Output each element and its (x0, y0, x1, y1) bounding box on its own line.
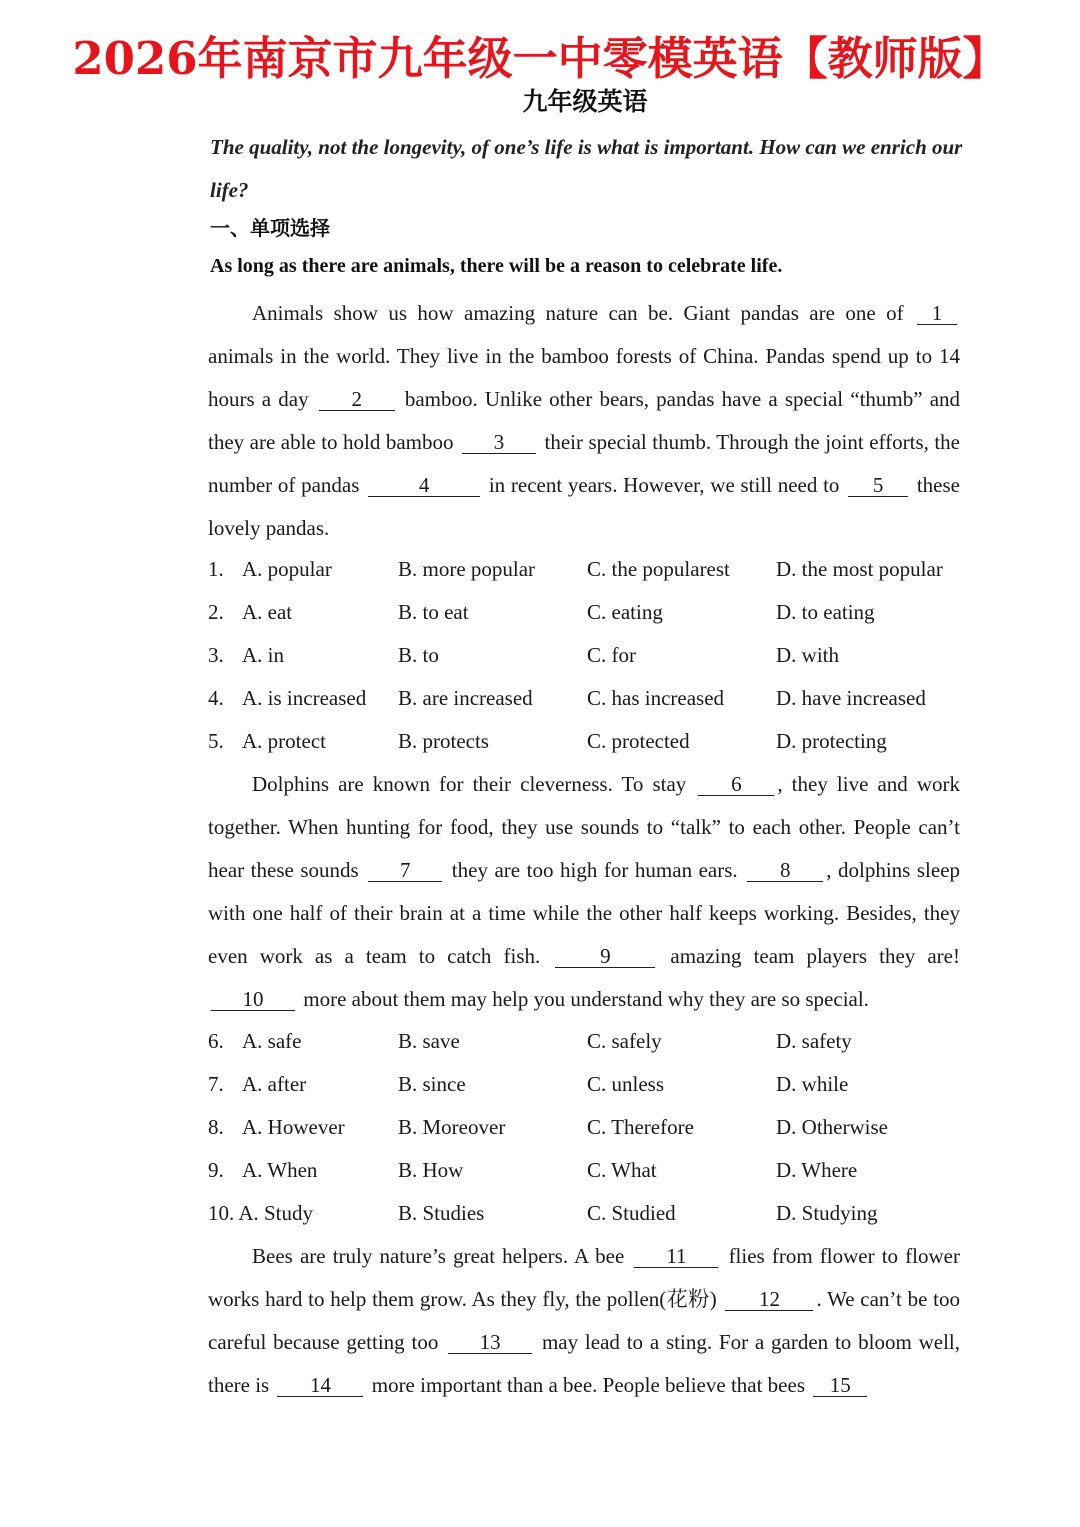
question-row (208, 634, 968, 677)
option-d: D. have increased (776, 686, 926, 710)
option-b: B. protects (398, 729, 489, 753)
option-d: D. safety (776, 1029, 852, 1053)
passage-text: may lead to a sting. For a garden to bloom well, there is (208, 1330, 960, 1397)
document-banner-title: 2026年南京市九年级一中零模英语【教师版】 (72, 32, 1008, 85)
option-a: A. When (242, 1158, 318, 1182)
blank-6: 6 (698, 773, 774, 796)
blank-12: 12 (725, 1288, 813, 1311)
question-number: 3. (208, 643, 224, 667)
question-row (208, 548, 968, 591)
question-number: 6. (208, 1029, 224, 1053)
question-number: 5. (208, 729, 224, 753)
passage-text: . We can’t be too careful because getting too (208, 1287, 961, 1354)
option-a: A. safe (242, 1029, 302, 1053)
question-number: 9. (208, 1158, 224, 1182)
option-b: B. are increased (398, 686, 533, 710)
question-row (208, 591, 968, 634)
option-b: B. How (398, 1158, 464, 1182)
passage-text: Animals show us how amazing nature can be. Giant pandas are one of (252, 301, 904, 325)
option-a: A. protect (242, 729, 326, 753)
question-number: 1. (208, 557, 224, 581)
option-b: B. Moreover (398, 1115, 506, 1139)
option-c: C. safely (587, 1029, 662, 1053)
option-d: D. the most popular (776, 557, 943, 581)
option-c: C. protected (587, 729, 690, 753)
option-d: D. to eating (776, 600, 875, 624)
question-row (208, 1192, 968, 1235)
blank-4: 4 (368, 474, 480, 497)
passage-text: they are too high for human ears. (451, 858, 738, 882)
option-a: A. after (242, 1072, 307, 1096)
option-d: D. with (776, 643, 839, 667)
passage-text: their special thumb. Through the joint efforts, the number of pandas (208, 430, 961, 497)
option-a: A. However (242, 1115, 345, 1139)
intro-sentence: As long as there are animals, there will be a reason to celebrate life. (210, 255, 783, 277)
option-b: B. more popular (398, 557, 536, 581)
motto-text: The quality, not the longevity, of one’s life is what is important. How can we enrich our life? (210, 135, 963, 202)
question-number: 4. (208, 686, 224, 710)
blank-10: 10 (211, 988, 295, 1011)
question-row (208, 1106, 968, 1149)
section-heading: 一、单项选择 (210, 216, 330, 240)
option-c: C. the popularest (587, 557, 730, 581)
blank-13: 13 (448, 1331, 532, 1354)
blank-3: 3 (462, 431, 536, 454)
option-d: D. Otherwise (776, 1115, 888, 1139)
passage-text: more important than a bee. People believe that bees (371, 1373, 805, 1397)
passage-text: flies from flower to flower works hard to help them grow. As they fly, the pollen(花粉) (208, 1244, 960, 1311)
passage-text: bamboo. Unlike other bears, pandas have a special “thumb” and they are able to hold bamboo (208, 387, 961, 454)
option-d: D. Where (776, 1158, 858, 1182)
blank-5: 5 (848, 474, 908, 497)
blank-7: 7 (368, 859, 442, 882)
option-b: B. Studies (398, 1201, 485, 1225)
blank-2: 2 (319, 388, 395, 411)
option-a: A. eat (242, 600, 293, 624)
blank-9: 9 (555, 945, 655, 968)
blank-15: 15 (813, 1374, 867, 1397)
blank-11: 11 (634, 1245, 718, 1268)
question-row (208, 1063, 968, 1106)
blank-8: 8 (747, 859, 823, 882)
option-a: A. in (242, 643, 284, 667)
option-c: C. Therefore (587, 1115, 694, 1139)
question-row (208, 1149, 968, 1192)
question-number: 8. (208, 1115, 224, 1139)
option-b: B. to (398, 643, 439, 667)
option-c: C. for (587, 643, 636, 667)
option-a: A. popular (242, 557, 332, 581)
passage-text: these lovely pandas. (208, 473, 960, 540)
question-row (208, 720, 968, 763)
option-d: D. while (776, 1072, 849, 1096)
passage-bees (208, 1235, 960, 1407)
option-b: B. save (398, 1029, 460, 1053)
option-b: B. since (398, 1072, 466, 1096)
question-row (208, 677, 968, 720)
option-a: 10. A. Study (208, 1201, 314, 1225)
option-a: A. is increased (242, 686, 367, 710)
option-c: C. unless (587, 1072, 665, 1096)
passage-text: Bees are truly nature’s great helpers. A bee (252, 1244, 625, 1268)
passage-text: Dolphins are known for their cleverness. To stay (252, 772, 687, 796)
blank-14: 14 (277, 1374, 363, 1397)
option-d: D. protecting (776, 729, 887, 753)
option-c: C. What (587, 1158, 657, 1182)
option-c: C. Studied (587, 1201, 676, 1225)
passage-text: more about them may help you understand why they are so special. (303, 987, 869, 1011)
exam-title: 九年级英语 (522, 87, 648, 116)
passage-text: , dolphins sleep with one half of their brain at a time while the other half keeps working. Besides, they even work as a team to catch fish. (208, 858, 961, 968)
option-c: C. has increased (587, 686, 725, 710)
passage-text: amazing team players they are! (670, 944, 960, 968)
question-number: 2. (208, 600, 224, 624)
option-b: B. to eat (398, 600, 469, 624)
passage-text: animals in the world. They live in the bamboo forests of China. Pandas spend up to 14 hours a day (208, 344, 960, 411)
question-row (208, 1020, 968, 1063)
option-c: C. eating (587, 600, 663, 624)
option-d: D. Studying (776, 1201, 878, 1225)
blank-1: 1 (917, 302, 957, 325)
passage-text: , they live and work together. When hunting for food, they use sounds to “talk” to each other. People can’t hear these sounds (208, 772, 961, 882)
question-number: 7. (208, 1072, 224, 1096)
passage-pandas (208, 292, 960, 550)
passage-dolphins (208, 763, 960, 1021)
passage-text: in recent years. However, we still need to (488, 473, 840, 497)
